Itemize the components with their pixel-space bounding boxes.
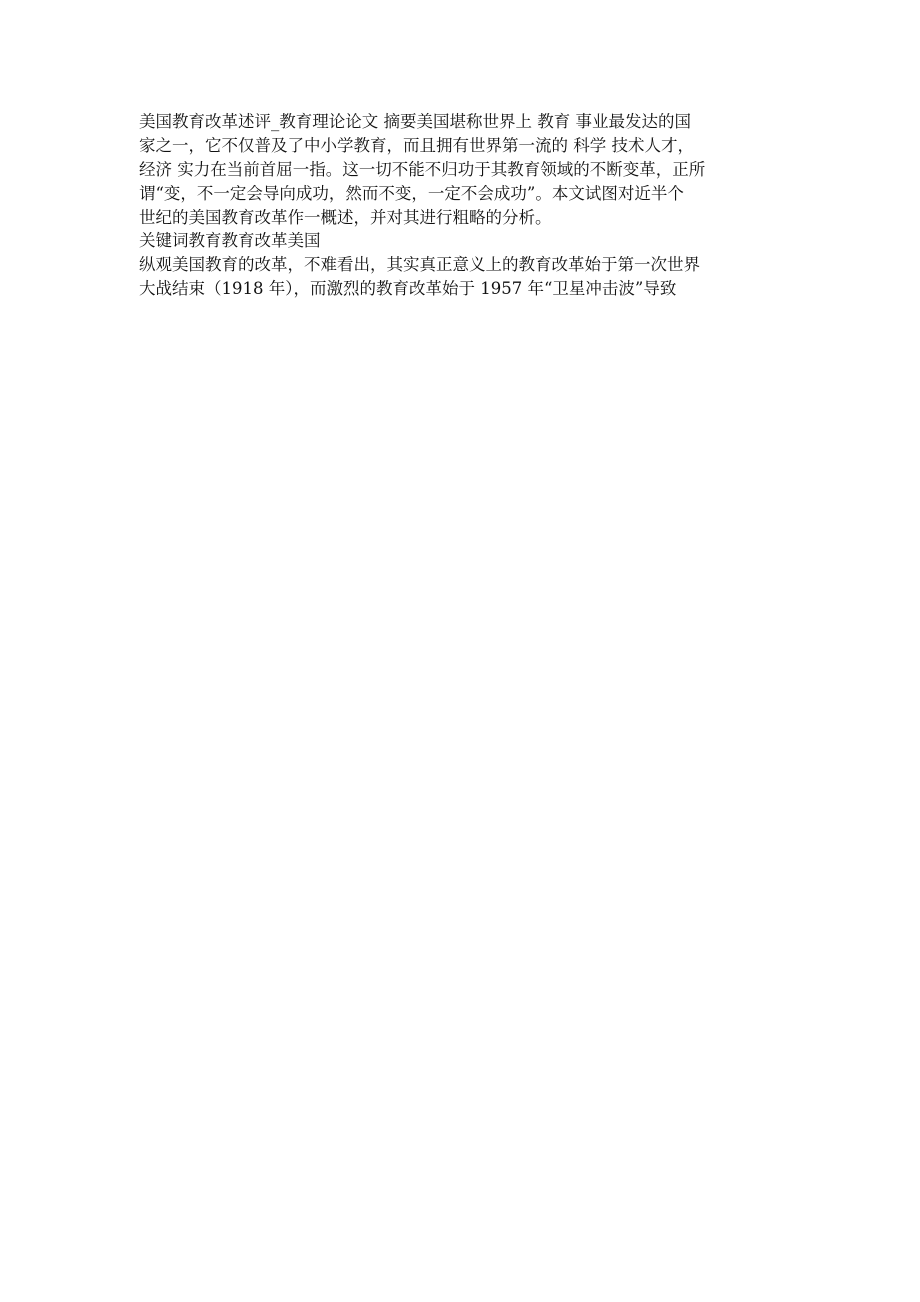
text-line: 谓“变，不一定会导向成功，然而不变，一定不会成功”。本文试图对近半个 (139, 183, 684, 203)
text-line: 家之一，它不仅普及了中小学教育，而且拥有世界第一流的 科学 技术人才， (139, 135, 694, 155)
text-line: 纵观美国教育的改革，不难看出，其实真正意义上的教育改革始于第一次世界 (139, 255, 700, 275)
text-line: 世纪的美国教育改革作一概述，并对其进行粗略的分析。 (139, 207, 552, 227)
text-line: 大战结束（1918 年），而激烈的教育改革始于 1957 年“卫星冲击波”导致 (139, 279, 677, 299)
document-body (139, 110, 789, 301)
text-line: 关键词教育教育改革美国 (139, 231, 321, 251)
text-line: 美国教育改革述评_教育理论论文 摘要美国堪称世界上 教育 事业最发达的国 (139, 112, 691, 131)
text-line: 经济 实力在当前首屈一指。这一切不能不归功于其教育领域的不断变革，正所 (139, 159, 706, 179)
